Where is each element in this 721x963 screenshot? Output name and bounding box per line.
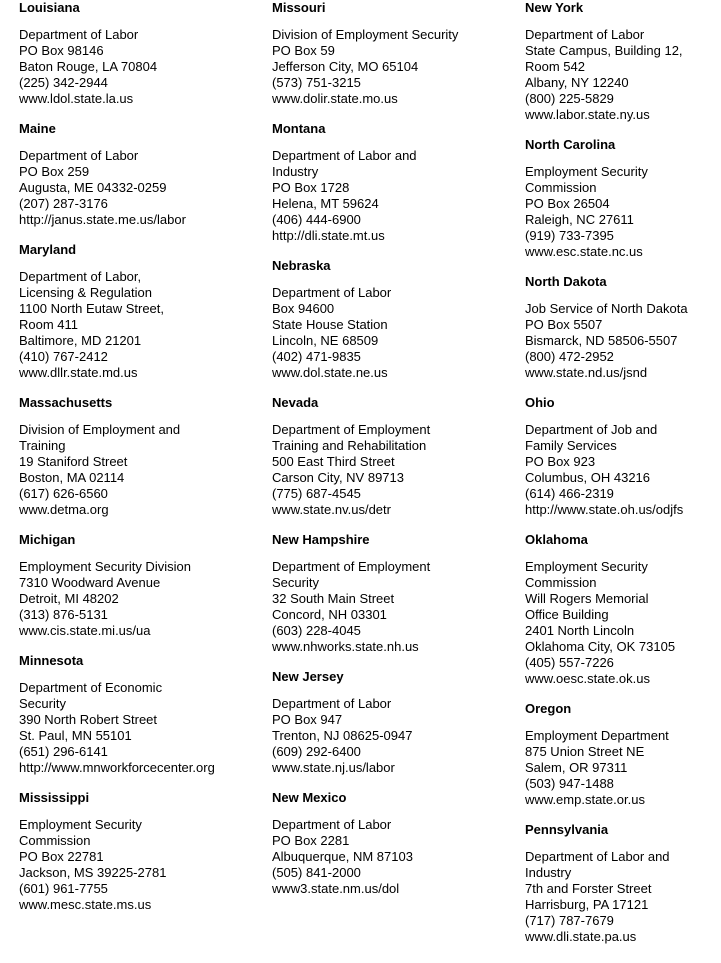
state-contact-info <box>525 559 721 687</box>
address-line: Will Rogers Memorial <box>525 591 649 606</box>
address-line: Box 94600 <box>272 301 335 316</box>
state-heading: Nebraska <box>272 258 331 273</box>
state-entry-nevada <box>272 395 522 518</box>
state-heading: Michigan <box>19 532 76 547</box>
address-line: Employment Security Division <box>19 559 191 574</box>
address-line: Office Building <box>525 607 609 622</box>
state-heading: New York <box>525 0 584 15</box>
address-line: Jackson, MS 39225-2781 <box>19 865 167 880</box>
address-line: Training and Rehabilitation <box>272 438 427 453</box>
address-line: St. Paul, MN 55101 <box>19 728 132 743</box>
state-heading: Minnesota <box>19 653 84 668</box>
state-contact-info <box>272 422 522 518</box>
address-line: Carson City, NV 89713 <box>272 470 404 485</box>
state-entry-ohio <box>525 395 721 518</box>
state-heading: North Dakota <box>525 274 607 289</box>
state-contact-info <box>272 559 522 655</box>
address-line: PO Box 26504 <box>525 196 610 211</box>
state-contact-info <box>525 728 721 808</box>
website-url: www.dolir.state.mo.us <box>272 91 398 106</box>
address-line: Raleigh, NC 27611 <box>525 212 634 227</box>
address-line: Albuquerque, NM 87103 <box>272 849 413 864</box>
address-line: Department of Labor <box>525 27 645 42</box>
address-line: Department of Labor <box>272 285 392 300</box>
address-line: PO Box 98146 <box>19 43 104 58</box>
address-line: Department of Labor <box>272 696 392 711</box>
address-line: Augusta, ME 04332-0259 <box>19 180 167 195</box>
address-line: Room 411 <box>19 317 79 332</box>
state-heading: Pennsylvania <box>525 822 609 837</box>
state-entry-north-carolina <box>525 137 721 260</box>
state-entry-missouri <box>272 0 522 107</box>
state-entry-new-york <box>525 0 721 123</box>
address-line: Harrisburg, PA 17121 <box>525 897 649 912</box>
website-url: www3.state.nm.us/dol <box>272 881 400 896</box>
address-line: (207) 287-3176 <box>19 196 108 211</box>
address-line: Department of Job and <box>525 422 658 437</box>
address-line: (617) 626-6560 <box>19 486 108 501</box>
address-line: Industry <box>272 164 319 179</box>
address-line: (402) 471-9835 <box>272 349 361 364</box>
state-contact-info <box>525 301 721 381</box>
address-line: Department of Labor, <box>19 269 142 284</box>
address-line: State House Station <box>272 317 388 332</box>
state-heading: Nevada <box>272 395 319 410</box>
state-entry-north-dakota <box>525 274 721 381</box>
address-line: Security <box>19 696 66 711</box>
address-line: (919) 733-7395 <box>525 228 614 243</box>
website-url: www.detma.org <box>19 502 109 517</box>
address-line: Department of Labor <box>19 27 139 42</box>
state-heading: New Hampshire <box>272 532 370 547</box>
address-line: PO Box 22781 <box>19 849 104 864</box>
state-heading: Louisiana <box>19 0 80 15</box>
address-line: (505) 841-2000 <box>272 865 361 880</box>
state-contact-info <box>272 148 522 244</box>
state-contact-info <box>272 285 522 381</box>
state-heading: Oregon <box>525 701 572 716</box>
address-line: Industry <box>525 865 572 880</box>
address-line: (503) 947-1488 <box>525 776 614 791</box>
address-line: PO Box 59 <box>272 43 335 58</box>
state-contact-info <box>272 27 522 107</box>
address-line: Department of Labor and <box>525 849 670 864</box>
address-line: (614) 466-2319 <box>525 486 614 501</box>
address-line: Licensing & Regulation <box>19 285 152 300</box>
address-line: Department of Employment <box>272 559 431 574</box>
website-url: http://www.mnworkforcecenter.org <box>19 760 215 775</box>
address-line: Commission <box>525 575 597 590</box>
address-line: PO Box 259 <box>19 164 90 179</box>
address-line: Department of Labor <box>272 817 392 832</box>
state-contact-info <box>19 559 269 639</box>
address-line: Concord, NH 03301 <box>272 607 387 622</box>
state-entry-oregon <box>525 701 721 808</box>
state-heading: Mississippi <box>19 790 90 805</box>
address-line: Employment Security <box>19 817 142 832</box>
website-url: www.state.nv.us/detr <box>272 502 391 517</box>
address-line: Baltimore, MD 21201 <box>19 333 142 348</box>
address-line: Helena, MT 59624 <box>272 196 379 211</box>
state-contact-info <box>525 164 721 260</box>
website-url: http://dli.state.mt.us <box>272 228 385 243</box>
address-line: (313) 876-5131 <box>19 607 108 622</box>
address-line: Department of Labor and <box>272 148 417 163</box>
address-line: (601) 961-7755 <box>19 881 108 896</box>
website-url: www.mesc.state.ms.us <box>19 897 152 912</box>
address-line: PO Box 2281 <box>272 833 350 848</box>
website-url: www.esc.state.nc.us <box>525 244 643 259</box>
address-line: 2401 North Lincoln <box>525 623 635 638</box>
state-entry-maryland <box>19 242 269 381</box>
address-line: Department of Labor <box>19 148 139 163</box>
address-line: Training <box>19 438 66 453</box>
website-url: www.state.nd.us/jsnd <box>525 365 648 380</box>
website-url: www.dllr.state.md.us <box>19 365 138 380</box>
state-entry-maine <box>19 121 269 228</box>
address-line: (775) 687-4545 <box>272 486 361 501</box>
state-contact-info <box>272 696 522 776</box>
state-entry-new-hampshire <box>272 532 522 655</box>
address-line: Detroit, MI 48202 <box>19 591 119 606</box>
address-line: (225) 342-2944 <box>19 75 108 90</box>
address-line: Employment Security <box>525 164 648 179</box>
address-line: Employment Department <box>525 728 669 743</box>
address-line: Jefferson City, MO 65104 <box>272 59 419 74</box>
address-line: Employment Security <box>525 559 648 574</box>
state-entry-nebraska <box>272 258 522 381</box>
state-contact-info <box>19 817 269 913</box>
state-heading: Maryland <box>19 242 77 257</box>
state-contact-info <box>525 27 721 123</box>
address-line: (609) 292-6400 <box>272 744 361 759</box>
state-entry-massachusetts <box>19 395 269 518</box>
website-url: www.labor.state.ny.us <box>525 107 650 122</box>
state-contact-info <box>19 269 269 381</box>
address-line: 7310 Woodward Avenue <box>19 575 161 590</box>
address-line: PO Box 923 <box>525 454 596 469</box>
address-line: 32 South Main Street <box>272 591 395 606</box>
state-entry-montana <box>272 121 522 244</box>
address-line: Salem, OR 97311 <box>525 760 628 775</box>
address-line: (573) 751-3215 <box>272 75 361 90</box>
address-line: 500 East Third Street <box>272 454 395 469</box>
address-line: Division of Employment and <box>19 422 181 437</box>
address-line: 875 Union Street NE <box>525 744 645 759</box>
address-line: (410) 767-2412 <box>19 349 108 364</box>
address-line: (406) 444-6900 <box>272 212 361 227</box>
address-line: Family Services <box>525 438 617 453</box>
state-entry-oklahoma <box>525 532 721 687</box>
state-contact-info <box>19 148 269 228</box>
state-contact-info <box>19 27 269 107</box>
website-url: www.ldol.state.la.us <box>19 91 134 106</box>
address-line: Department of Economic <box>19 680 163 695</box>
address-line: Commission <box>525 180 597 195</box>
directory-column-1 <box>19 0 269 927</box>
address-line: Boston, MA 02114 <box>19 470 125 485</box>
state-entry-minnesota <box>19 653 269 776</box>
state-heading: Montana <box>272 121 326 136</box>
address-line: State Campus, Building 12, <box>525 43 683 58</box>
directory-column-2 <box>272 0 522 911</box>
website-url: www.emp.state.or.us <box>525 792 645 807</box>
state-heading: Ohio <box>525 395 555 410</box>
address-line: (800) 472-2952 <box>525 349 614 364</box>
website-url: www.state.nj.us/labor <box>272 760 395 775</box>
address-line: Job Service of North Dakota <box>525 301 688 316</box>
website-url: www.cis.state.mi.us/ua <box>19 623 151 638</box>
address-line: Oklahoma City, OK 73105 <box>525 639 676 654</box>
address-line: (651) 296-6141 <box>19 744 108 759</box>
address-line: 390 North Robert Street <box>19 712 158 727</box>
website-url: www.oesc.state.ok.us <box>525 671 650 686</box>
address-line: (717) 787-7679 <box>525 913 614 928</box>
website-url: www.nhworks.state.nh.us <box>272 639 419 654</box>
state-contact-info <box>19 680 269 776</box>
state-heading: New Jersey <box>272 669 344 684</box>
address-line: Room 542 <box>525 59 585 74</box>
address-line: Department of Employment <box>272 422 431 437</box>
state-entry-michigan <box>19 532 269 639</box>
state-entry-new-jersey <box>272 669 522 776</box>
website-url: http://janus.state.me.us/labor <box>19 212 186 227</box>
address-line: 7th and Forster Street <box>525 881 652 896</box>
state-entry-new-mexico <box>272 790 522 897</box>
address-line: (405) 557-7226 <box>525 655 614 670</box>
address-line: Albany, NY 12240 <box>525 75 629 90</box>
address-line: PO Box 947 <box>272 712 343 727</box>
address-line: Security <box>272 575 319 590</box>
address-line: Division of Employment Security <box>272 27 459 42</box>
address-line: Commission <box>19 833 91 848</box>
address-line: Baton Rouge, LA 70804 <box>19 59 158 74</box>
address-line: Trenton, NJ 08625-0947 <box>272 728 413 743</box>
address-line: Columbus, OH 43216 <box>525 470 651 485</box>
website-url: http://www.state.oh.us/odjfs <box>525 502 684 517</box>
address-line: PO Box 5507 <box>525 317 603 332</box>
address-line: 19 Staniford Street <box>19 454 128 469</box>
state-contact-info <box>525 422 721 518</box>
website-url: www.dli.state.pa.us <box>525 929 637 944</box>
address-line: 1100 North Eutaw Street, <box>19 301 165 316</box>
state-entry-mississippi <box>19 790 269 913</box>
state-heading: Massachusetts <box>19 395 113 410</box>
state-contact-info <box>272 817 522 897</box>
state-heading: Maine <box>19 121 56 136</box>
state-contact-info <box>19 422 269 518</box>
address-line: Bismarck, ND 58506-5507 <box>525 333 678 348</box>
address-line: Lincoln, NE 68509 <box>272 333 379 348</box>
state-heading: Missouri <box>272 0 326 15</box>
state-heading: New Mexico <box>272 790 347 805</box>
state-heading: North Carolina <box>525 137 616 152</box>
website-url: www.dol.state.ne.us <box>272 365 388 380</box>
address-line: (800) 225-5829 <box>525 91 614 106</box>
state-heading: Oklahoma <box>525 532 588 547</box>
state-entry-louisiana <box>19 0 269 107</box>
directory-column-3 <box>525 0 721 959</box>
state-entry-pennsylvania <box>525 822 721 945</box>
address-line: PO Box 1728 <box>272 180 350 195</box>
address-line: (603) 228-4045 <box>272 623 361 638</box>
state-contact-info <box>525 849 721 945</box>
